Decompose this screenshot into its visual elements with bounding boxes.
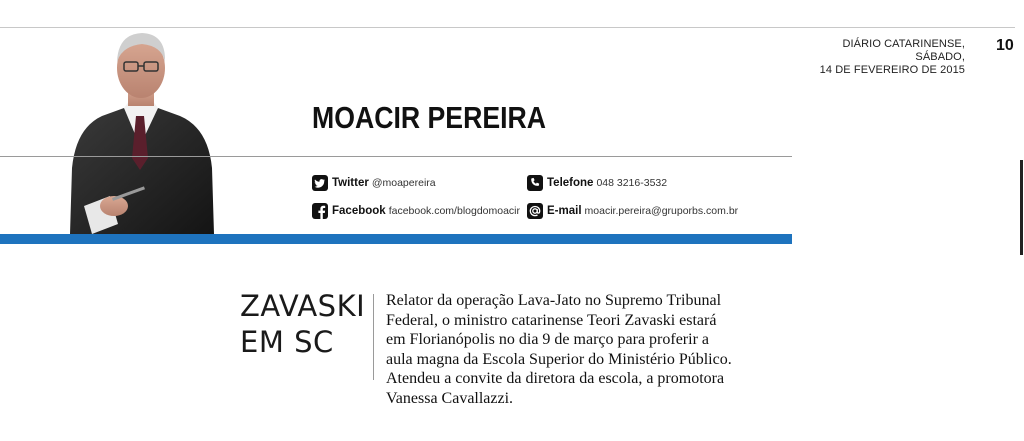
phone-icon — [527, 175, 543, 191]
body-line: em Florianópolis no dia 9 de março para proferir a — [386, 331, 709, 348]
accent-bar — [0, 234, 792, 244]
facebook-icon — [312, 203, 328, 219]
columnist-photo — [62, 28, 222, 234]
headline-divider — [373, 294, 374, 380]
headline-line-2: EM SC — [240, 325, 334, 359]
dateline-newspaper: DIÁRIO CATARINENSE, — [842, 38, 965, 50]
columnist-name: MOACIR PEREIRA — [312, 100, 547, 135]
email-address[interactable]: moacir.pereira@gruporbs.com.br — [584, 205, 739, 217]
body-line: Atendeu a convite da diretora da escola, a promotora — [386, 370, 725, 387]
twitter-label: Twitter — [332, 177, 369, 189]
headline-line-1: ZAVASKI — [240, 289, 366, 323]
dateline — [820, 38, 965, 77]
dateline-date: 14 DE FEVEREIRO DE 2015 — [819, 64, 965, 76]
body-line: Federal, o ministro catarinense Teori Zavaski estará — [386, 311, 717, 329]
twitter-handle[interactable]: @moapereira — [371, 177, 436, 189]
article-headline — [240, 288, 365, 360]
phone-number[interactable]: 048 3216-3532 — [596, 177, 668, 189]
facebook-url[interactable]: facebook.com/blogdomoacir — [388, 205, 521, 217]
body-line: Relator da operação Lava-Jato no Supremo Tribunal — [386, 292, 722, 309]
dateline-weekday: SÁBADO, — [915, 51, 965, 63]
contact-twitter — [312, 175, 436, 191]
page-number: 10 — [996, 37, 1014, 54]
at-icon — [527, 203, 543, 219]
email-label: E-mail — [547, 205, 582, 217]
article-body — [386, 291, 806, 408]
body-line: aula magna da Escola Superior do Ministério Público. — [386, 350, 732, 368]
contact-email — [527, 203, 738, 219]
contact-phone — [527, 175, 667, 191]
header-rule — [0, 156, 792, 157]
phone-label: Telefone — [547, 177, 594, 189]
twitter-icon — [312, 175, 328, 191]
contact-facebook — [312, 203, 520, 219]
facebook-label: Facebook — [332, 205, 386, 217]
body-line: Vanessa Cavallazzi. — [386, 389, 514, 407]
page-edge-mark — [1020, 160, 1023, 255]
